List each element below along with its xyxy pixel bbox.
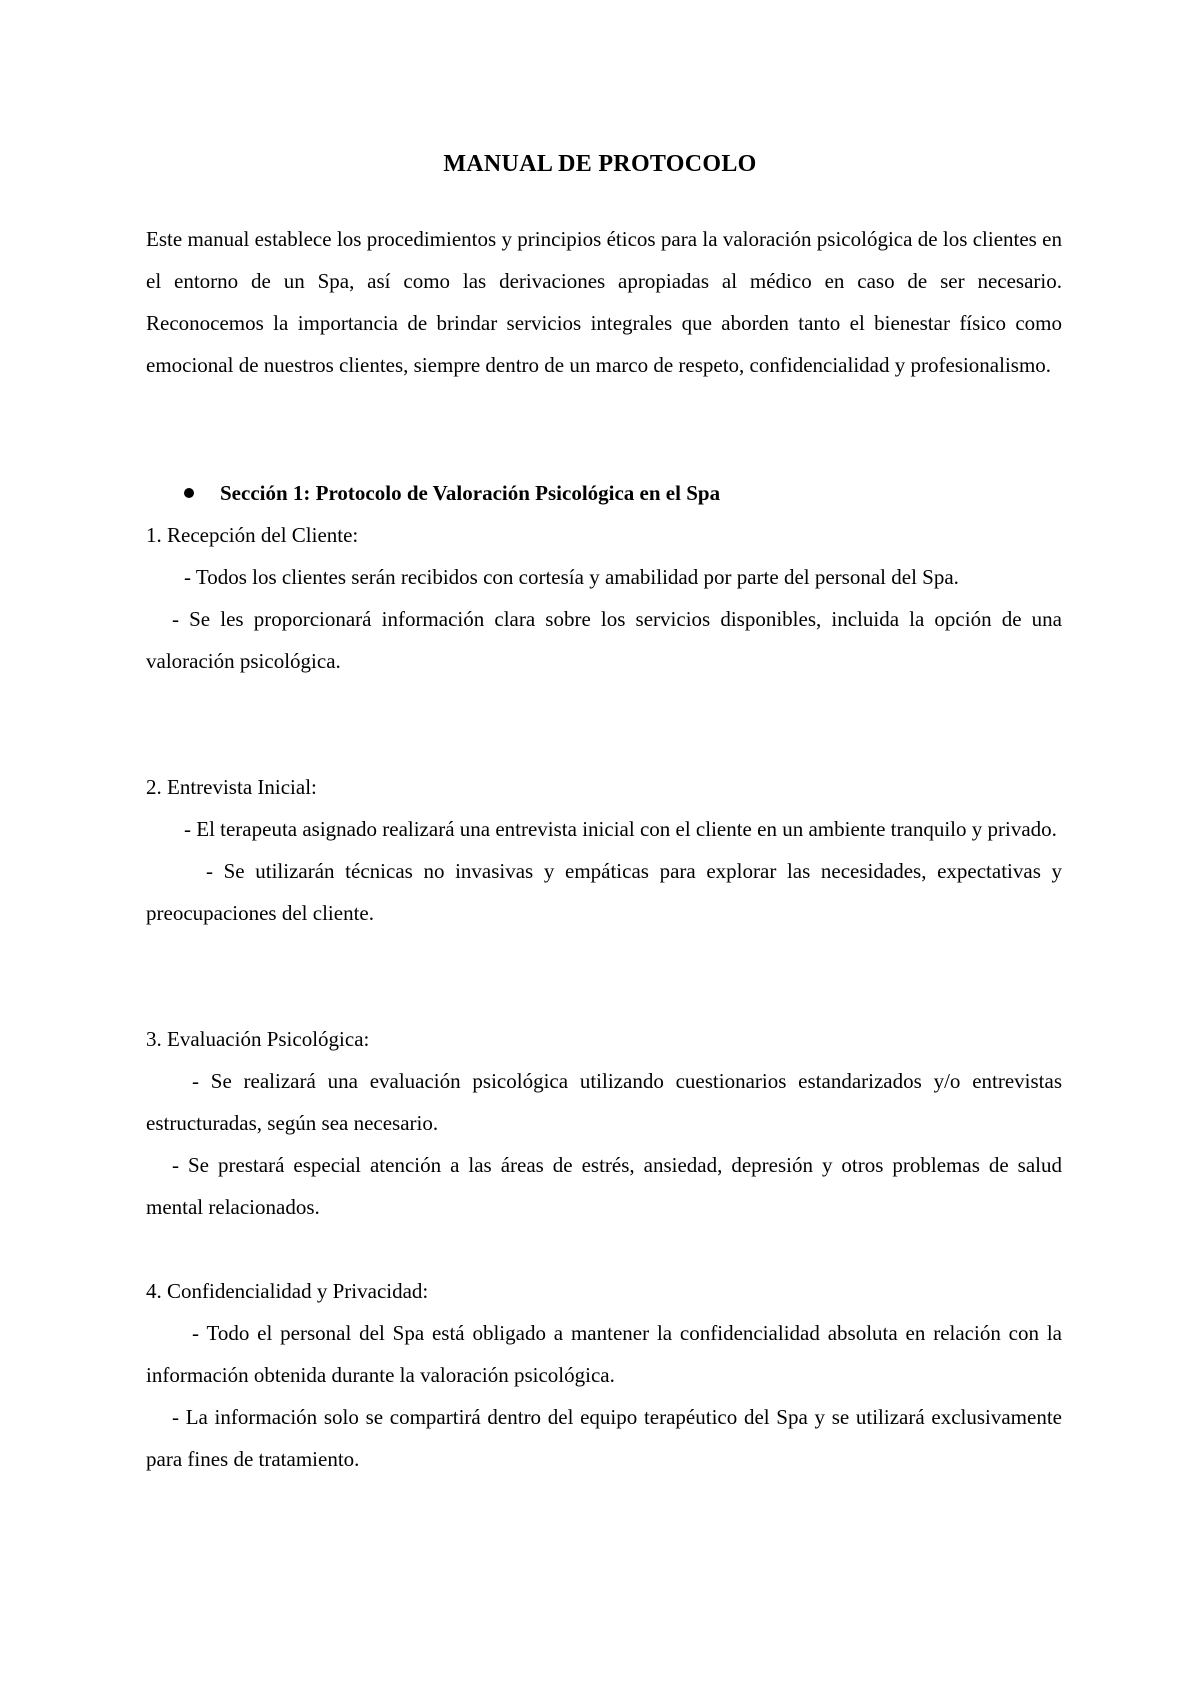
item-point: - Se realizará una evaluación psicológica utilizando cuestionarios estandarizados y/o entrevistas estructuradas, según sea necesario. (146, 1069, 1062, 1135)
item-point: - Todos los clientes serán recibidos con cortesía y amabilidad por parte del personal del Spa. (184, 565, 959, 589)
protocol-item-2 (146, 766, 1062, 934)
item-point: - Se les proporcionará información clara sobre los servicios disponibles, incluida la opción de una valoración psicológica. (146, 607, 1062, 673)
item-title: 3. Evaluación Psicológica: (146, 1027, 370, 1051)
protocol-item-4 (146, 1270, 1062, 1480)
item-point: - El terapeuta asignado realizará una entrevista inicial con el cliente en un ambiente tranquilo y privado. (184, 817, 1057, 841)
document-title: MANUAL DE PROTOCOLO (443, 151, 757, 177)
protocol-item-1 (146, 514, 1062, 682)
item-title: 4. Confidencialidad y Privacidad: (146, 1279, 429, 1303)
item-point: - La información solo se compartirá dentro del equipo terapéutico del Spa y se utilizará exclusivamente para fines de tratamiento. (146, 1405, 1062, 1471)
section-heading (184, 472, 720, 514)
intro-paragraph: Este manual establece los procedimientos y principios éticos para la valoración psicológica de los clientes en el entorno de un Spa, así como las derivaciones apropiadas al médico en caso de ser necesario. Reconocemos la importancia de brindar servicios integrales que aborden tanto el bienestar físico como emocional de nuestros clientes, siempre dentro de un marco de respeto, confidencialidad y profesionalismo. (146, 227, 1062, 377)
section-heading-text: Sección 1: Protocolo de Valoración Psicológica en el Spa (220, 481, 721, 505)
bullet-icon (184, 488, 194, 498)
protocol-item-3 (146, 1018, 1062, 1228)
item-title: 1. Recepción del Cliente: (146, 523, 359, 547)
item-point: - Se prestará especial atención a las áreas de estrés, ansiedad, depresión y otros problemas de salud mental relacionados. (146, 1153, 1062, 1219)
item-point: - Se utilizarán técnicas no invasivas y empáticas para explorar las necesidades, expectativas y preocupaciones del cliente. (146, 859, 1062, 925)
item-point: - Todo el personal del Spa está obligado a mantener la confidencialidad absoluta en relación con la información obtenida durante la valoración psicológica. (146, 1321, 1062, 1387)
item-title: 2. Entrevista Inicial: (146, 775, 317, 799)
